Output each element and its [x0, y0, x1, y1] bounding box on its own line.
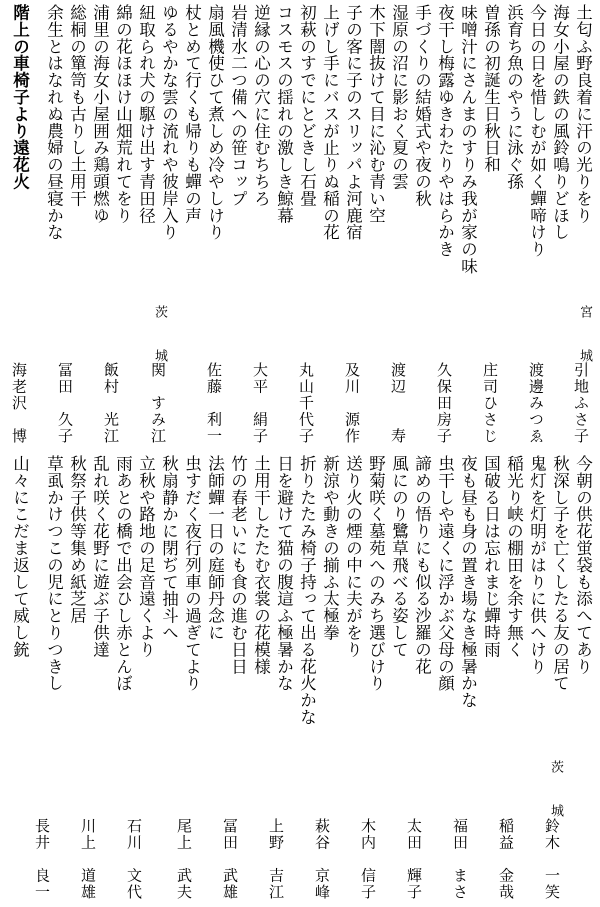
haiku-line: 余生とはなれぬ農婦の昼寝かな	[44, 4, 64, 241]
author-name: 関 すみ江	[149, 362, 167, 445]
author-name: 尾上 武夫	[175, 818, 193, 901]
haiku-line: 夜も昼も身の置き場なき極暑かな	[458, 455, 478, 709]
haiku-line: コスモスの揺れの激しき鯨幕	[274, 4, 294, 224]
haiku-line: 風にのり鷺草飛べる姿して	[389, 455, 409, 658]
prefecture-heading: 宮 城	[577, 305, 592, 371]
author-name: 萩谷 京峰	[313, 818, 331, 901]
haiku-line: 国破る日は忘れまじ蟬時雨	[481, 455, 501, 658]
haiku-line: 日を避けて猫の腹這ふ極暑かな	[274, 455, 294, 692]
haiku-line: 稲光り峡の棚田を余す無く	[504, 455, 524, 658]
haiku-line: 今朝の供花蛍袋も添へてあり	[573, 455, 593, 675]
haiku-line: 竹の春老いにも食の進む日日	[228, 455, 248, 675]
haiku-line: 野菊咲く墓苑へのみち選びけり	[366, 455, 386, 692]
haiku-line: 湿原の沼に影おく夏の雲	[389, 4, 409, 190]
author-name: 海老沢 博	[10, 362, 28, 445]
haiku-line: 海女小屋の鉄の風鈴鳴りどほし	[550, 4, 570, 241]
haiku-line: 曽孫の初誕生日秋日和	[481, 4, 501, 173]
author-name: 福田 まさ	[451, 818, 469, 901]
author-name: 大平 絹子	[251, 362, 269, 445]
author-name: 長井 良一	[33, 818, 51, 901]
haiku-line: 秋扇静かに閉ぢて抽斗へ	[159, 455, 179, 641]
haiku-line: 鬼灯を灯明がはりに供へけり	[527, 455, 547, 675]
author-name: 石川 文代	[125, 818, 143, 901]
haiku-line: 山々にこだま返して威し銃	[10, 455, 30, 658]
haiku-line: 味噌汁にさんまのすりみ我が家の味	[458, 4, 478, 275]
author-name: 川上 道雄	[79, 818, 97, 901]
haiku-line: 岩清水二つ備への笹コップ	[228, 4, 248, 207]
haiku-line: 初萩のすでにとどきし石畳	[297, 4, 317, 207]
author-name: 引地ふさ子	[572, 362, 590, 445]
haiku-line: 階上の車椅子より遠花火	[10, 4, 30, 190]
haiku-line: 手づくりの結婚式や夜の秋	[412, 4, 432, 207]
author-name: 上野 吉江	[267, 818, 285, 901]
haiku-line: 法師蟬一日の庭師丹念に	[205, 455, 225, 641]
haiku-line: 子の客に子のスリッパよ河鹿宿	[343, 4, 363, 241]
haiku-line: 扇風機使ひて煮しめ冷やしけり	[205, 4, 225, 241]
author-name: 庄司ひさじ	[481, 362, 499, 445]
author-name: 丸山千代子	[297, 362, 315, 445]
author-name: 飯村 光江	[102, 362, 120, 445]
haiku-line: ゆるやかな雲の流れや彼岸入り	[159, 4, 179, 241]
haiku-line: 草虱かけつこの児にとりつきし	[44, 455, 64, 692]
haiku-line: 紐取られ犬の駆け出す青田径	[136, 4, 156, 224]
haiku-line: 立秋や路地の足音遠くより	[136, 455, 156, 658]
author-name: 木内 信子	[359, 818, 377, 901]
haiku-line: 諦めの悟りにも似る沙羅の花	[412, 455, 432, 675]
haiku-line: 雨あとの橋で出会ひし赤とんぼ	[113, 455, 133, 692]
haiku-line: 今日の日を惜しむが如く蟬啼けり	[527, 4, 547, 258]
author-name: 佐藤 利一	[205, 362, 223, 445]
haiku-line: 綿の花ほほけ山畑荒れてをり	[113, 4, 133, 224]
haiku-line: 総桐の簞笥も古りし土用干	[67, 4, 87, 207]
author-name: 太田 輝子	[405, 818, 423, 901]
haiku-line: 杖とめて行くも帰りも蟬の声	[182, 4, 202, 224]
haiku-line: 秋祭子供等集め紙芝居	[67, 455, 87, 624]
author-name: 冨田 武雄	[221, 818, 239, 901]
haiku-line: 虫すだく夜行列車の過ぎてより	[182, 455, 202, 692]
haiku-line: 逆縁の心の穴に住むちちろ	[251, 4, 271, 207]
haiku-line: 土用干したたむ衣裳の花模様	[251, 455, 271, 675]
haiku-line: 土匂ふ野良着に汗の光りをり	[573, 4, 593, 224]
author-name: 渡邊みつゑ	[527, 362, 545, 445]
haiku-line: 秋深し子を亡くしたる友の居て	[550, 455, 570, 692]
haiku-line: 乱れ咲く花野に遊ぶ子供達	[90, 455, 110, 658]
haiku-line: 木下闇抜けて目に沁む青い空	[366, 4, 386, 224]
haiku-line: 浜育ち魚のやうに泳ぐ孫	[504, 4, 524, 190]
author-name: 渡辺 寿	[389, 362, 407, 445]
author-name: 久保田房子	[435, 362, 453, 445]
haiku-line: 新涼や動きの揃ふ太極拳	[320, 455, 340, 641]
haiku-line: 折りたたみ椅子持って出る花火かな	[297, 455, 317, 726]
author-name: 及川 源作	[343, 362, 361, 445]
author-name: 稲益 金哉	[497, 818, 515, 901]
haiku-line: 虫干しや遠くに浮かぶ父母の顔	[435, 455, 455, 692]
haiku-line: 夜干し梅露ゆきわたりやはらかき	[435, 4, 455, 258]
haiku-line: 浦里の海女小屋囲み鶏頭燃ゆ	[90, 4, 110, 224]
author-name: 冨田 久子	[56, 362, 74, 445]
prefecture-heading: 茨 城	[548, 760, 563, 826]
prefecture-heading: 茨 城	[152, 305, 167, 371]
author-name: 鈴木 一笑	[543, 818, 561, 901]
haiku-line: 上げし手にバスが止りぬ稲の花	[320, 4, 340, 241]
haiku-line: 送り火の煙の中に夫がをり	[343, 455, 363, 658]
